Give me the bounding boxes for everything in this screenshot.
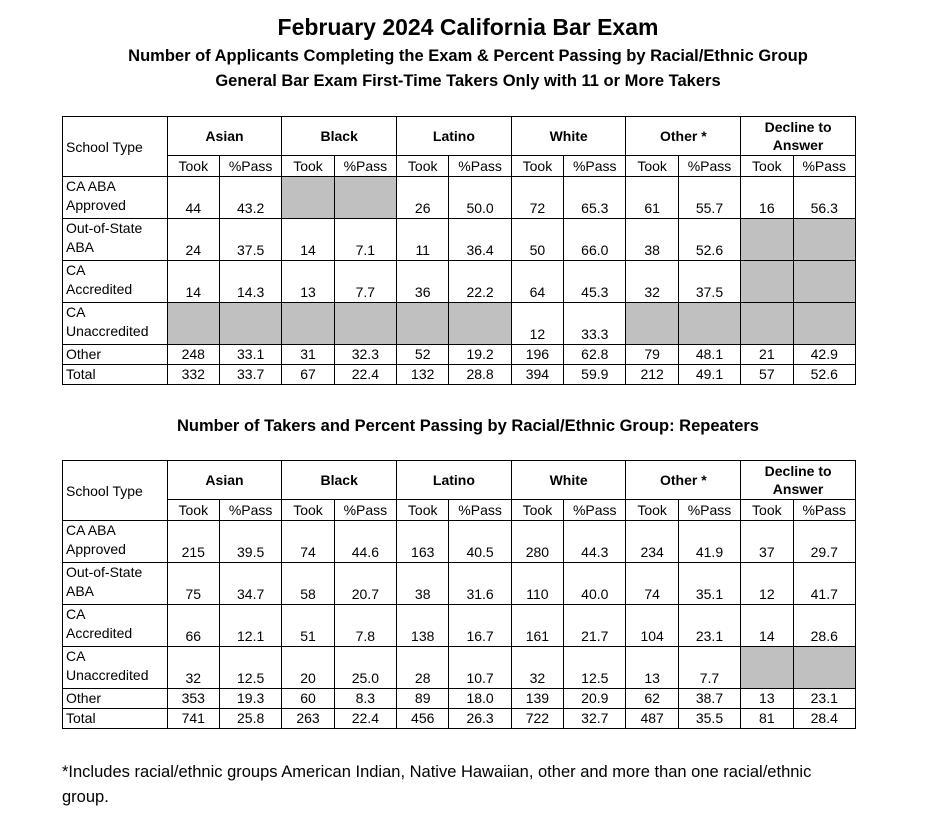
- pass-cell: 28.6: [793, 605, 856, 647]
- took-cell: 12: [741, 563, 793, 605]
- took-cell: 57: [741, 365, 793, 385]
- subtitle-first-time: General Bar Exam First-Time Takers Only with 11 or More Takers: [215, 72, 721, 90]
- pass-cell: 28.8: [449, 365, 511, 385]
- row-label: Total: [63, 709, 168, 729]
- pass-cell: 66.0: [564, 219, 626, 261]
- group-header-row: [63, 461, 856, 500]
- row-label: Total: [63, 365, 168, 385]
- pass-cell: 33.1: [219, 345, 281, 365]
- pass-cell: 22.2: [449, 261, 511, 303]
- took-header: Took: [282, 500, 334, 521]
- pass-cell: 25.0: [334, 647, 396, 689]
- group-header: Decline to Answer: [741, 117, 856, 156]
- pass-cell: 62.8: [564, 345, 626, 365]
- took-cell: 13: [741, 689, 793, 709]
- pass-cell: 43.2: [219, 177, 281, 219]
- pass-cell: 22.4: [334, 709, 396, 729]
- row-label: Other: [63, 689, 168, 709]
- took-cell: 14: [282, 219, 334, 261]
- pass-cell: 20.9: [564, 689, 626, 709]
- pass-cell: 19.2: [449, 345, 511, 365]
- pass-cell: 45.3: [564, 261, 626, 303]
- pass-cell: 52.6: [678, 219, 740, 261]
- took-cell: 104: [626, 605, 678, 647]
- repeaters-table: [62, 460, 856, 729]
- took-cell: 13: [282, 261, 334, 303]
- suppressed-cell: [793, 303, 856, 345]
- took-cell: 74: [626, 563, 678, 605]
- took-cell: 72: [511, 177, 563, 219]
- pass-cell: 56.3: [793, 177, 856, 219]
- took-cell: 62: [626, 689, 678, 709]
- group-header: Asian: [167, 461, 282, 500]
- took-cell: 110: [511, 563, 563, 605]
- pass-header: %Pass: [678, 500, 740, 521]
- row-label: CA Unaccredited: [63, 647, 168, 689]
- pass-cell: 55.7: [678, 177, 740, 219]
- took-cell: 28: [397, 647, 449, 689]
- pass-cell: 7.1: [334, 219, 396, 261]
- pass-cell: 41.7: [793, 563, 856, 605]
- first-time-takers-table: [62, 116, 856, 385]
- took-cell: 16: [741, 177, 793, 219]
- took-cell: 67: [282, 365, 334, 385]
- took-cell: 741: [167, 709, 219, 729]
- pass-cell: 50.0: [449, 177, 511, 219]
- took-cell: 26: [397, 177, 449, 219]
- took-cell: 21: [741, 345, 793, 365]
- suppressed-cell: [793, 647, 856, 689]
- table-row: [63, 261, 856, 303]
- pass-cell: 21.7: [564, 605, 626, 647]
- pass-cell: 48.1: [678, 345, 740, 365]
- pass-cell: 44.6: [334, 521, 396, 563]
- took-cell: 79: [626, 345, 678, 365]
- pass-cell: 14.3: [219, 261, 281, 303]
- took-header: Took: [741, 156, 793, 177]
- took-cell: 52: [397, 345, 449, 365]
- group-header: Latino: [397, 461, 512, 500]
- pass-cell: 40.5: [449, 521, 511, 563]
- took-cell: 161: [511, 605, 563, 647]
- pass-cell: 29.7: [793, 521, 856, 563]
- row-label: CA Accredited: [63, 605, 168, 647]
- pass-cell: 12.5: [219, 647, 281, 689]
- pass-cell: 59.9: [564, 365, 626, 385]
- took-cell: 14: [741, 605, 793, 647]
- group-header: White: [511, 117, 626, 156]
- suppressed-cell: [793, 261, 856, 303]
- pass-cell: 39.5: [219, 521, 281, 563]
- took-header: Took: [626, 500, 678, 521]
- took-cell: 11: [397, 219, 449, 261]
- took-cell: 12: [511, 303, 563, 345]
- suppressed-cell: [741, 647, 793, 689]
- pass-cell: 7.7: [678, 647, 740, 689]
- took-cell: 196: [511, 345, 563, 365]
- suppressed-cell: [397, 303, 449, 345]
- group-header: Other *: [626, 461, 741, 500]
- pass-header: %Pass: [793, 500, 856, 521]
- pass-cell: 8.3: [334, 689, 396, 709]
- pass-header: %Pass: [219, 500, 281, 521]
- pass-header: %Pass: [334, 156, 396, 177]
- suppressed-cell: [334, 177, 396, 219]
- pass-cell: 23.1: [678, 605, 740, 647]
- took-cell: 248: [167, 345, 219, 365]
- table-row: [63, 177, 856, 219]
- took-header: Took: [741, 500, 793, 521]
- pass-cell: 31.6: [449, 563, 511, 605]
- pass-cell: 38.7: [678, 689, 740, 709]
- took-cell: 394: [511, 365, 563, 385]
- pass-header: %Pass: [564, 500, 626, 521]
- pass-header: %Pass: [678, 156, 740, 177]
- took-cell: 456: [397, 709, 449, 729]
- pass-cell: 32.3: [334, 345, 396, 365]
- pass-cell: 65.3: [564, 177, 626, 219]
- took-cell: 212: [626, 365, 678, 385]
- school-type-header: School Type: [63, 461, 168, 521]
- took-cell: 14: [167, 261, 219, 303]
- took-header: Took: [511, 156, 563, 177]
- took-cell: 36: [397, 261, 449, 303]
- row-label: Out-of-State ABA: [63, 219, 168, 261]
- took-cell: 263: [282, 709, 334, 729]
- took-cell: 32: [167, 647, 219, 689]
- pass-cell: 7.7: [334, 261, 396, 303]
- pass-header: %Pass: [449, 156, 511, 177]
- pass-cell: 34.7: [219, 563, 281, 605]
- took-cell: 89: [397, 689, 449, 709]
- took-cell: 60: [282, 689, 334, 709]
- took-cell: 20: [282, 647, 334, 689]
- pass-cell: 35.1: [678, 563, 740, 605]
- took-cell: 234: [626, 521, 678, 563]
- took-cell: 163: [397, 521, 449, 563]
- group-header: Decline to Answer: [741, 461, 856, 500]
- pass-cell: 23.1: [793, 689, 856, 709]
- pass-cell: 37.5: [678, 261, 740, 303]
- took-cell: 75: [167, 563, 219, 605]
- took-header: Took: [167, 500, 219, 521]
- pass-cell: 49.1: [678, 365, 740, 385]
- took-cell: 44: [167, 177, 219, 219]
- table-row: [63, 365, 856, 385]
- took-cell: 38: [397, 563, 449, 605]
- row-label: Other: [63, 345, 168, 365]
- table-row: [63, 521, 856, 563]
- pass-cell: 28.4: [793, 709, 856, 729]
- pass-cell: 37.5: [219, 219, 281, 261]
- pass-cell: 7.8: [334, 605, 396, 647]
- took-cell: 138: [397, 605, 449, 647]
- table-row: [63, 689, 856, 709]
- took-cell: 61: [626, 177, 678, 219]
- took-cell: 487: [626, 709, 678, 729]
- suppressed-cell: [741, 219, 793, 261]
- pass-cell: 36.4: [449, 219, 511, 261]
- took-cell: 280: [511, 521, 563, 563]
- suppressed-cell: [282, 303, 334, 345]
- pass-cell: 52.6: [793, 365, 856, 385]
- took-cell: 24: [167, 219, 219, 261]
- pass-cell: 35.5: [678, 709, 740, 729]
- took-cell: 81: [741, 709, 793, 729]
- took-cell: 37: [741, 521, 793, 563]
- subtitle-applicants: Number of Applicants Completing the Exam & Percent Passing by Racial/Ethnic Group: [128, 47, 808, 65]
- pass-header: %Pass: [564, 156, 626, 177]
- took-cell: 13: [626, 647, 678, 689]
- took-cell: 139: [511, 689, 563, 709]
- row-label: CA ABA Approved: [63, 521, 168, 563]
- pass-header: %Pass: [219, 156, 281, 177]
- pass-cell: 25.8: [219, 709, 281, 729]
- took-cell: 722: [511, 709, 563, 729]
- pass-cell: 18.0: [449, 689, 511, 709]
- group-header: Black: [282, 117, 397, 156]
- subtitle-repeaters: Number of Takers and Percent Passing by Racial/Ethnic Group: Repeaters: [177, 417, 759, 435]
- took-header: Took: [397, 156, 449, 177]
- took-cell: 132: [397, 365, 449, 385]
- took-cell: 50: [511, 219, 563, 261]
- school-type-header: School Type: [63, 117, 168, 177]
- group-header: White: [511, 461, 626, 500]
- took-cell: 58: [282, 563, 334, 605]
- took-header: Took: [397, 500, 449, 521]
- pass-cell: 12.5: [564, 647, 626, 689]
- took-cell: 31: [282, 345, 334, 365]
- took-cell: 38: [626, 219, 678, 261]
- suppressed-cell: [793, 219, 856, 261]
- group-header: Asian: [167, 117, 282, 156]
- took-header: Took: [626, 156, 678, 177]
- pass-cell: 20.7: [334, 563, 396, 605]
- pass-cell: 22.4: [334, 365, 396, 385]
- pass-cell: 42.9: [793, 345, 856, 365]
- pass-header: %Pass: [334, 500, 396, 521]
- group-header-row: [63, 117, 856, 156]
- took-cell: 51: [282, 605, 334, 647]
- pass-cell: 40.0: [564, 563, 626, 605]
- sub-header-row: [63, 156, 856, 177]
- group-header: Latino: [397, 117, 512, 156]
- pass-cell: 44.3: [564, 521, 626, 563]
- took-cell: 32: [626, 261, 678, 303]
- pass-header: %Pass: [793, 156, 856, 177]
- took-header: Took: [511, 500, 563, 521]
- row-label: CA Accredited: [63, 261, 168, 303]
- took-cell: 64: [511, 261, 563, 303]
- group-header: Black: [282, 461, 397, 500]
- pass-cell: 12.1: [219, 605, 281, 647]
- suppressed-cell: [626, 303, 678, 345]
- pass-header: %Pass: [449, 500, 511, 521]
- suppressed-cell: [741, 261, 793, 303]
- sub-header-row: [63, 500, 856, 521]
- took-cell: 66: [167, 605, 219, 647]
- pass-cell: 33.7: [219, 365, 281, 385]
- suppressed-cell: [678, 303, 740, 345]
- row-label: CA ABA Approved: [63, 177, 168, 219]
- pass-cell: 33.3: [564, 303, 626, 345]
- took-cell: 74: [282, 521, 334, 563]
- table-row: [63, 219, 856, 261]
- row-label: Out-of-State ABA: [63, 563, 168, 605]
- table-row: [63, 709, 856, 729]
- suppressed-cell: [282, 177, 334, 219]
- table-row: [63, 563, 856, 605]
- pass-cell: 26.3: [449, 709, 511, 729]
- group-header: Other *: [626, 117, 741, 156]
- table-row: [63, 605, 856, 647]
- row-label: CA Unaccredited: [63, 303, 168, 345]
- took-cell: 215: [167, 521, 219, 563]
- took-header: Took: [167, 156, 219, 177]
- table-row: [63, 303, 856, 345]
- suppressed-cell: [167, 303, 219, 345]
- took-cell: 332: [167, 365, 219, 385]
- table-row: [63, 647, 856, 689]
- took-cell: 353: [167, 689, 219, 709]
- suppressed-cell: [219, 303, 281, 345]
- pass-cell: 19.3: [219, 689, 281, 709]
- pass-cell: 10.7: [449, 647, 511, 689]
- suppressed-cell: [741, 303, 793, 345]
- page-title: February 2024 California Bar Exam: [277, 14, 659, 40]
- took-header: Took: [282, 156, 334, 177]
- table-row: [63, 345, 856, 365]
- pass-cell: 16.7: [449, 605, 511, 647]
- pass-cell: 32.7: [564, 709, 626, 729]
- pass-cell: 41.9: [678, 521, 740, 563]
- footnote: *Includes racial/ethnic groups American Indian, Native Hawaiian, other and more than one racial/ethnic group.: [62, 763, 812, 806]
- suppressed-cell: [449, 303, 511, 345]
- suppressed-cell: [334, 303, 396, 345]
- took-cell: 32: [511, 647, 563, 689]
